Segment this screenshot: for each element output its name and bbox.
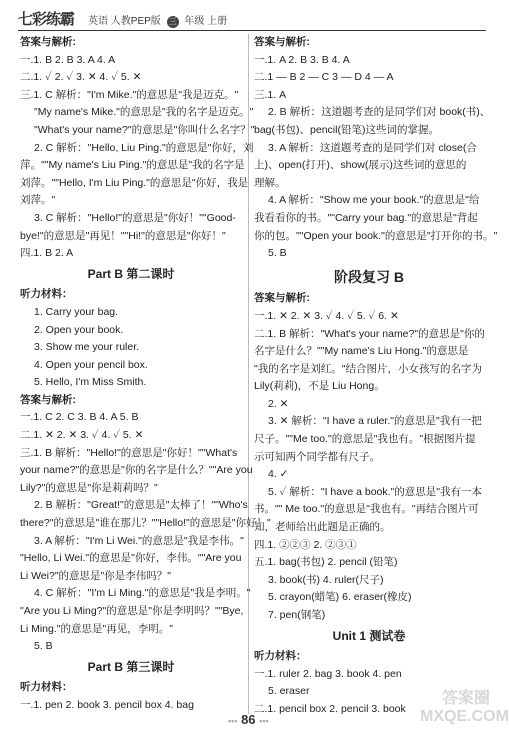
answer-line: bye!"的意思是"再见！""Hi!"的意思是"你好！" xyxy=(20,229,226,242)
listening-line: 二.1. pencil box 2. pencil 3. book xyxy=(254,702,406,715)
answer-line: 你的包。""Open your book."的意思是"打开你的书。" xyxy=(254,229,498,242)
section-title: Unit 1 测试卷 xyxy=(332,628,406,643)
answer-line: 3. book(书) 4. ruler(尺子) xyxy=(268,573,384,586)
listening-line: 一.1. ruler 2. bag 3. book 4. pen xyxy=(254,667,402,680)
answer-line: 一.1. B 2. B 3. A 4. A xyxy=(20,53,116,66)
answer-line: 2. B 解析："Great!"的意思是"太棒了！""Who's xyxy=(34,499,248,512)
answer-line: 4. C 解析："I'm Li Ming."的意思是"我是李明。" xyxy=(34,587,251,600)
answer-line: Li Wei?"的意思是"你是李伟吗？" xyxy=(20,569,172,582)
listening-heading: 听力材料： xyxy=(20,681,73,694)
grade-badge: 三 xyxy=(168,17,177,26)
answer-line: 4. ✓ xyxy=(268,468,289,481)
answer-heading: 答案与解析: xyxy=(20,36,76,48)
answer-line: 二.1. ✕ 2. ✕ 3. ✓ 4. ✓ 5. ✕ xyxy=(20,429,144,442)
book-info xyxy=(88,12,227,28)
answer-line: 2. ✕ xyxy=(268,397,289,410)
answer-line: 5. B xyxy=(268,247,287,260)
answer-heading: 答案与解析: xyxy=(254,292,310,305)
listening-line: 4. Open your pencil box. xyxy=(34,358,148,371)
answer-line: 示可知两个同学都有尺子。 xyxy=(254,450,380,463)
answer-line: 书。"" Me too."的意思是"我也有。"再结合图片可 xyxy=(254,503,479,516)
answer-line: 5. B xyxy=(34,640,53,653)
section-title: Part B 第二课时 xyxy=(87,266,175,281)
answer-line: 三.1. C 解析："I'm Mike."的意思是"我是迈克。" xyxy=(20,88,239,101)
answer-line: 我看看你的书。""Carry your bag."的意思是"背起 xyxy=(254,211,478,224)
answer-line: 二.1. ✓ 2. ✓ 3. ✕ 4. ✓ 5. ✕ xyxy=(20,71,142,84)
answer-line: "我的名字是刘红。"结合图片，小女孩写的名字为 xyxy=(254,362,482,375)
answer-line: Li Ming."的意思是"再见，李明。" xyxy=(20,622,173,635)
answer-line: "What's your name?"的意思是"你叫什么名字？" xyxy=(34,123,255,136)
answer-heading: 答案与解析: xyxy=(20,393,76,406)
answer-line: 萍。""My name's Liu Ping."的意思是"我的名字是 xyxy=(20,159,245,172)
page-number: ••• 86 ••• xyxy=(228,712,269,727)
answer-line: 2. C 解析："Hello, Liu Ping."的意思是"你好，刘 xyxy=(34,141,254,154)
answer-line: 三.1. B 解析："Hello!"的意思是"你好！""What's xyxy=(20,446,238,459)
answer-line: 知，老师给出此题是正确的。 xyxy=(254,521,391,534)
section-title: 阶段复习 B xyxy=(334,268,404,285)
answer-line: 3. ✕ 解析："I have a ruler."的意思是"我有一把 xyxy=(268,415,482,428)
answer-line: 5. crayon(蜡笔) 6. eraser(橡皮) xyxy=(268,591,412,604)
listening-line: 3. Show me your ruler. xyxy=(34,341,140,354)
answer-line: 四.1. ②②③ 2. ②③① xyxy=(254,538,357,551)
answer-line: 四.1. B 2. A xyxy=(20,247,74,260)
answer-line: "Are you Li Ming?"的意思是"你是李明吗？""Bye, xyxy=(20,605,244,617)
listening-line: 2. Open your book. xyxy=(34,323,124,336)
answer-line: 一.1. C 2. C 3. B 4. A 5. B xyxy=(20,411,139,424)
answer-line: 三.1. A xyxy=(254,88,287,101)
answer-line: your name?"的意思是"你的名字是什么？""Are you xyxy=(20,464,253,477)
listening-heading: 听力材料： xyxy=(20,288,73,301)
answer-line: 上)、open(打开)、show(展示)这些词的意思的 xyxy=(254,159,467,172)
listening-line: 5. eraser xyxy=(268,685,310,698)
answer-line: 二.1 — B 2 — C 3 — D 4 — A xyxy=(254,71,394,84)
answer-line: 3. A 解析："I'm Li Wei."的意思是"我是李伟。" xyxy=(34,534,244,547)
answer-line: 7. pen(钢笔) xyxy=(268,609,326,621)
answer-line: there?"的意思是"谁在那儿？""Hello!"的意思是"你好！" xyxy=(20,517,271,530)
answer-line: 二.1. B 解析："What's your name?"的意思是"你的 xyxy=(254,327,485,340)
answer-line: 一.1. ✕ 2. ✕ 3. ✓ 4. ✓ 5. ✓ 6. ✕ xyxy=(254,309,399,322)
listening-line: 1. Carry your bag. xyxy=(34,305,119,318)
section-title: Part B 第三课时 xyxy=(87,659,175,674)
answer-heading: 答案与解析: xyxy=(254,36,310,48)
answer-line: Lily?"的意思是"你是莉莉吗？" xyxy=(20,481,158,494)
page-header xyxy=(18,6,486,34)
answer-line: 3. C 解析："Hello!"的意思是"你好！""Good- xyxy=(34,211,236,224)
answer-line: 2. B 解析：这道题考查的是同学们对 book(书)、 xyxy=(268,106,491,119)
listening-line: 一.1. pen 2. book 3. pencil box 4. bag xyxy=(20,698,194,711)
answer-line: bag(书包)、pencil(铅笔)这些词的掌握。 xyxy=(254,123,439,136)
answer-line: 刘萍。" xyxy=(20,194,56,207)
listening-line: 5. Hello, I'm Miss Smith. xyxy=(34,376,147,389)
answer-line: 5. ✓ 解析："I have a book."的意思是"我有一本 xyxy=(268,485,483,498)
answer-line: 名字是什么？""My name's Liu Hong."的意思是 xyxy=(254,345,469,358)
answer-line: "My name's Mike."的意思是"我的名字是迈克。" xyxy=(34,106,254,119)
listening-heading: 听力材料： xyxy=(254,650,307,663)
answer-line: 一.1. A 2. B 3. B 4. A xyxy=(254,53,350,66)
series-logo: 七彩练霸 xyxy=(18,12,75,28)
answer-line: 刘萍。""Hello, I'm Liu Ping."的意思是"你好，我是 xyxy=(20,176,249,189)
watermark-logo: 答案圈 MXQE.COM xyxy=(420,690,509,725)
answer-line: 3. A 解析：这道题考查的是同学们对 close(合 xyxy=(268,141,477,154)
grade-label: 年级 上册 xyxy=(184,16,228,27)
answer-line: 尺子。""Me too."的意思是"我也有。"根据图片提 xyxy=(254,433,476,446)
right-column xyxy=(254,34,498,719)
header-rule xyxy=(18,30,486,31)
answer-line: 理解。 xyxy=(254,176,286,189)
answer-line: 4. A 解析："Show me your book."的意思是"给 xyxy=(268,194,480,207)
answer-line: Lily(莉莉)，不是 Liu Hong。 xyxy=(254,380,385,393)
subject-label: 英语 人教PEP版 xyxy=(88,16,161,27)
page-number-text: 86 xyxy=(241,712,256,727)
answer-line: 五.1. bag(书包) 2. pencil (铅笔) xyxy=(254,556,398,569)
answer-line: "Hello, Li Wei."的意思是"你好，李伟。""Are you xyxy=(20,552,242,565)
